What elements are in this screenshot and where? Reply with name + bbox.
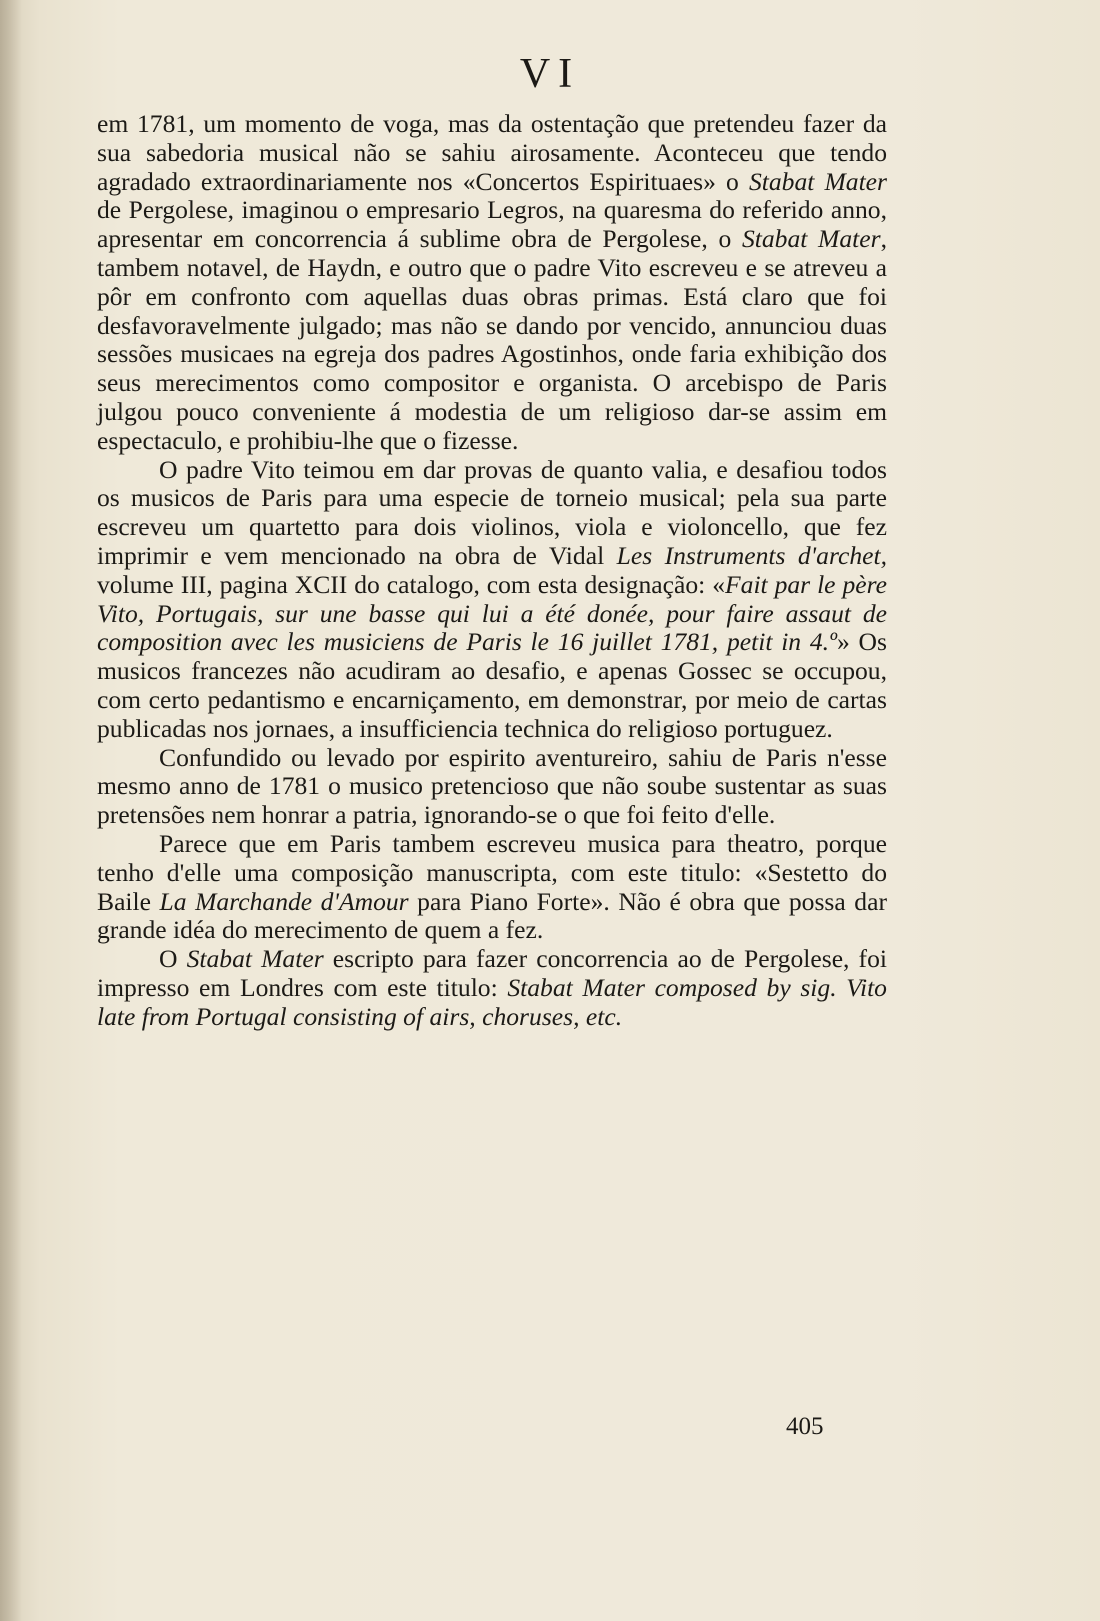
- body-text: [97, 110, 887, 1032]
- page-spine-shadow: [0, 0, 22, 1621]
- page-number: 405: [786, 1413, 824, 1440]
- paragraph-1: em 1781, um momento de voga, mas da ostentação que pretendeu fazer da sua sabedoria musical não se sahiu airosamente. Aconteceu que tendo agradado extraordinariamente nos «Concertos Espirituaes» o Stabat Mater de Pergolese, imaginou o empresario Legros, na quaresma do referido anno, apresentar em concorrencia á sublime obra de Pergolese, o Stabat Mater, tambem notavel, de Haydn, e outro que o padre Vito escreveu e se atreveu a pôr em confronto com aquellas duas obras primas. Está claro que foi desfavoravelmente julgado; mas não se dando por vencido, annunciou duas sessões musicaes na egreja dos padres Agostinhos, onde faria exhibição dos seus merecimentos como compositor e organista. O arcebispo de Paris julgou pouco conveniente á modestia de um religioso dar-se assim em espectaculo, e prohibiu-lhe que o fizesse.: [97, 109, 887, 455]
- paragraph-3: Confundido ou levado por espirito aventureiro, sahiu de Paris n'esse mesmo anno de 1781 o musico pretencioso que não soube sustentar as suas pretensões nem honrar a patria, ignorando-se o que foi feito d'elle.: [97, 742, 887, 830]
- paragraph-2: O padre Vito teimou em dar provas de quanto valia, e desafiou todos os musicos de Paris para uma especie de torneio musical; pela sua parte escreveu um quartetto para dois violinos, viola e violoncello, que fez imprimir e vem mencionado na obra de Vidal Les Instruments d'archet, volume III, pagina XCII do catalogo, com esta designação: «Fait par le père Vito, Portugais, sur une basse qui lui a été donée, pour faire assaut de composition avec les musiciens de Paris le 16 juillet 1781, petit in 4.º» Os musicos francezes não acudiram ao desafio, e apenas Gossec se occupou, com certo pedantismo e encarniçamento, em demonstrar, por meio de cartas publicadas nos jornaes, a insufficiencia technica do religioso portuguez.: [97, 454, 888, 743]
- paragraph-5: O Stabat Mater escripto para fazer concorrencia ao de Pergolese, foi impresso em Londres com este titulo: Stabat Mater composed by sig. Vito late from Portugal consisting of airs, choruses, etc.: [97, 944, 887, 1031]
- chapter-heading: VI: [519, 51, 581, 97]
- paragraph-4: Parece que em Paris tambem escreveu musica para theatro, porque tenho d'elle uma composição manuscripta, com este titulo: «Sestetto do Baile La Marchande d'Amour para Piano Forte». Não é obra que possa dar grande idéa do merecimento de quem a fez.: [97, 828, 887, 945]
